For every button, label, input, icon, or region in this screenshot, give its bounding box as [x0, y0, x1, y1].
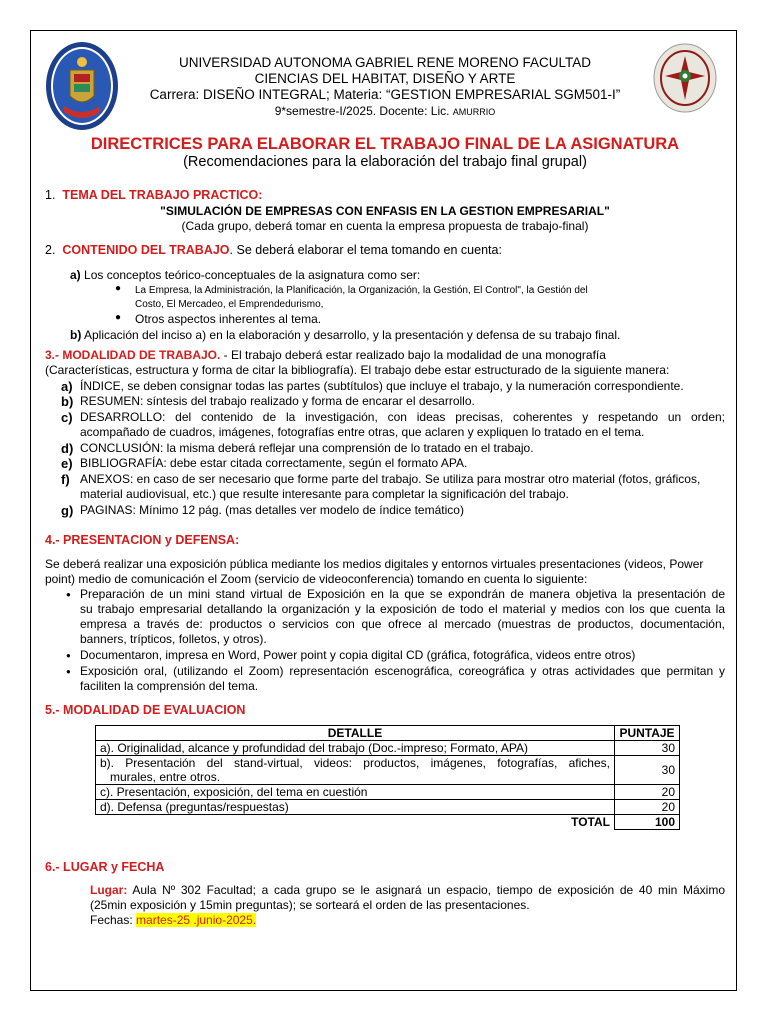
bullet-1-line-1: Preparación de un mini stand virtual de Exposición en la que se expondrán de manera objetiva la presentación de — [80, 587, 725, 601]
section-2-item-a — [70, 268, 420, 283]
row-detail — [96, 756, 615, 785]
section-3-intro-line-1 — [45, 348, 606, 363]
row-score: 20 — [615, 785, 680, 800]
bullet-icon: ● — [66, 667, 71, 676]
item-text: ANEXOS: en caso de ser necesario que forme parte del trabajo. Se utiliza para mostrar otro material (fotos, gráficos, — [80, 472, 701, 486]
bullet-1-line-2: su trabajo empresarial detallando la organización y la exposición de todo el material y medios con los que cuenta la — [80, 602, 725, 616]
row-detail: a). Originalidad, alcance y profundidad del trabajo (Doc.-impreso; Formato, APA) — [96, 741, 615, 756]
section-4-title: 4.- PRESENTACION y DEFENSA: — [45, 533, 240, 547]
university-seal-logo — [44, 40, 120, 132]
item-a-text: Los conceptos teórico-conceptuales de la asignatura como ser: — [84, 268, 421, 282]
item-text-cont: material audiovisual, etc.) que resulte interesante para completar la significación del trabajo. — [80, 487, 569, 501]
list-item — [45, 503, 725, 519]
list-item — [45, 441, 725, 456]
section-1-topic: "SIMULACIÓN DE EMPRESAS CON ENFASIS EN LA GESTION EMPRESARIAL" — [160, 204, 610, 218]
item-text: DESARROLLO: del contenido de la investigación, con ideas precisas, coherentes y respetando un orden; — [80, 410, 725, 424]
item-text: ÍNDICE, se deben consignar todas las partes (subtítulos) que incluye el trabajo, y la numeración correspondiente. — [80, 379, 684, 393]
total-label: TOTAL — [96, 815, 615, 830]
item-label: d) — [61, 441, 74, 456]
item-label: a) — [61, 379, 73, 394]
teacher-name: AMURRIO — [452, 107, 496, 117]
item-text: PAGINAS: Mínimo 12 pág. (mas detalles ver modelo de índice temático) — [80, 503, 464, 517]
fechas-label: Fechas: — [90, 913, 137, 927]
section-5-title: 5.- MODALIDAD DE EVALUACION — [45, 703, 246, 717]
faculty-emblem-logo — [652, 42, 718, 114]
section-4-intro-line-2: point) medio de comunicación el Zoom (servicio de videoconferencia) tomando en cuenta lo siguiente: — [45, 572, 588, 586]
header-university: UNIVERSIDAD AUTONOMA GABRIEL RENE MORENO FACULTAD — [178, 55, 592, 70]
bullet-1-line-4: banners, trípticos, folletos, y otros). — [80, 632, 267, 646]
bullet-2-line-1: Documentaron, impresa en Word, Power point y copia digital CD (gráfica, fotográfica, videos entre otros) — [80, 648, 636, 662]
item-label: f) — [61, 472, 70, 487]
row-score: 20 — [615, 800, 680, 815]
table-total-row — [96, 815, 680, 830]
table-row — [96, 800, 680, 815]
item-label: e) — [61, 456, 73, 471]
row-detail-line-1: b). Presentación del stand-virtual, videos: productos, imágenes, fotografías, afiches, — [100, 756, 610, 770]
bullet-3-line-1: Exposición oral, (utilizando el Zoom) representación escenográfica, coreográfica y otras actividades que permitan y — [80, 664, 725, 678]
bullet-3-line-2: faciliten la comprensión del tema. — [80, 679, 259, 693]
evaluation-table — [95, 725, 680, 830]
header-semester-teacher — [110, 104, 660, 120]
item-label: c) — [61, 410, 73, 425]
section-3-title: 3.- MODALIDAD DE TRABAJO. — [45, 348, 221, 362]
section-1-note: (Cada grupo, deberá tomar en cuenta la empresa propuesta de trabajo-final) — [181, 219, 589, 233]
bullet-icon: ● — [115, 283, 122, 294]
section-3-list — [45, 379, 725, 519]
section-1-number: 1. — [45, 188, 56, 202]
section-2-number: 2. — [45, 243, 56, 257]
lugar-line-2: (25min exposición y 15min preguntas); se sorteará el orden de las presentaciones. — [90, 898, 530, 912]
section-1-title: TEMA DEL TRABAJO PRACTICO: — [62, 188, 263, 202]
section-2-intro: . Se deberá elaborar el tema tomando en cuenta: — [229, 243, 502, 257]
section-1-heading — [45, 188, 262, 202]
item-text: BIBLIOGRAFÍA: debe estar citada correctamente, según el formato APA. — [80, 456, 468, 470]
concepts-line-2: Costo, El Mercadeo, el Emprendedurismo, — [135, 299, 324, 310]
bullet-icon: ● — [66, 590, 71, 599]
item-a-label: a) — [70, 268, 81, 282]
header-semester-text: 9*semestre-I/2025. Docente: Lic. — [274, 104, 450, 118]
table-header-row — [96, 726, 680, 741]
item-b-label: b) — [70, 328, 82, 342]
row-detail-line-2: murales, entre otros. — [110, 770, 221, 784]
total-value: 100 — [615, 815, 680, 830]
lugar-text: Aula Nº 302 Facultad; a cada grupo se le asignará un espacio, tiempo de exposición de 40 min Máximo — [127, 883, 725, 897]
fechas-line — [90, 913, 256, 928]
section-3-intro-text: - El trabajo deberá estar realizado bajo la modalidad de una monografía — [220, 348, 606, 362]
row-score: 30 — [615, 741, 680, 756]
bullet-icon: ● — [115, 312, 122, 323]
list-item — [45, 456, 725, 472]
row-score: 30 — [615, 756, 680, 785]
section-3-intro-line-2: (Características, estructura y forma de citar la bibliografía). El trabajo debe estar estructurado de la siguiente manera: — [45, 363, 670, 377]
list-item — [45, 394, 725, 410]
list-item — [45, 472, 725, 503]
item-text-cont: acompañado de cuadros, imágenes, fotografías entre otras, que aclaren y expliquen lo tratado en el tema. — [80, 425, 645, 439]
page-subtitle: (Recomendaciones para la elaboración del trabajo final grupal) — [183, 154, 587, 170]
item-text: CONCLUSIÓN: la misma deberá reflejar una comprensión de lo tratado en el trabajo. — [80, 441, 534, 455]
item-label: b) — [61, 394, 74, 409]
page-title: DIRECTRICES PARA ELABORAR EL TRABAJO FINAL DE LA ASIGNATURA — [90, 135, 680, 153]
table-row — [96, 756, 680, 785]
other-aspects: Otros aspectos inherentes al tema. — [135, 312, 322, 326]
item-b-text: Aplicación del inciso a) en la elaboración y desarrollo, y la presentación y defensa de su trabajo final. — [84, 328, 621, 342]
lugar-label: Lugar: — [90, 883, 128, 897]
table-row — [96, 741, 680, 756]
bullet-icon: ● — [66, 651, 71, 660]
list-item — [45, 410, 725, 441]
lugar-line-1 — [90, 883, 725, 898]
header-faculty: CIENCIAS DEL HABITAT, DISEÑO Y ARTE — [254, 71, 516, 86]
row-detail: d). Defensa (preguntas/respuestas) — [96, 800, 615, 815]
section-2-heading — [45, 243, 502, 257]
col-header-score: PUNTAJE — [615, 726, 680, 741]
item-label: g) — [61, 503, 74, 518]
fechas-value: martes-25 .junio-2025. — [136, 913, 257, 927]
table-row — [96, 785, 680, 800]
bullet-1-line-3: empresa a través de: productos o servicios con que ofrece al mercado (muestras de productos, documentación, — [80, 617, 725, 631]
section-2-item-b — [70, 328, 620, 343]
section-6-title: 6.- LUGAR y FECHA — [45, 860, 165, 874]
list-item — [45, 379, 725, 394]
concepts-line-1: La Empresa, la Administración, la Planificación, la Organización, la Gestión, El Control", la Gestión del — [135, 285, 588, 296]
item-text: RESUMEN: síntesis del trabajo realizado y forma de encarar el desarrollo. — [80, 394, 475, 408]
section-2-title: CONTENIDO DEL TRABAJO — [62, 243, 230, 257]
header-career-subject: Carrera: DISEÑO INTEGRAL; Materia: “GESTION EMPRESARIAL SGM501-I” — [149, 87, 621, 102]
col-header-detail: DETALLE — [96, 726, 615, 741]
row-detail: c). Presentación, exposición, del tema en cuestión — [96, 785, 615, 800]
section-4-intro-line-1: Se deberá realizar una exposición pública mediante los medios digitales y entornos virtuales presentaciones (videos, Power — [45, 557, 704, 571]
